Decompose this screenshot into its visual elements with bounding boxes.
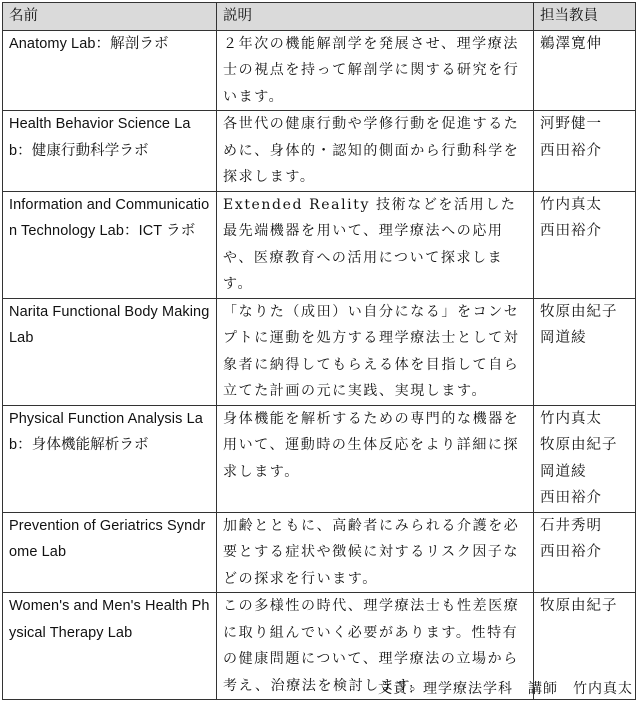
- table-row: [3, 30, 636, 111]
- staff-name: 鵜澤寛伸: [540, 35, 602, 52]
- lab-name: Prevention of Geriatrics Syndrome Lab: [3, 512, 217, 593]
- lab-description: 身体機能を解析するための専門的な機器を用いて、運動時の生体反応をより詳細に探求します。: [217, 405, 534, 512]
- header-staff: 担当教員: [534, 3, 636, 31]
- lab-staff: [534, 512, 636, 593]
- lab-name: Health Behavior Science Lab：健康行動科学ラボ: [3, 111, 217, 192]
- staff-name: 西田裕介: [540, 223, 602, 239]
- table-header-row: [3, 3, 636, 31]
- author-credit: 文責：理学療法学科 講師 竹内真太: [378, 681, 633, 697]
- staff-name: 岡道綾: [540, 463, 587, 480]
- lab-description: この多様性の時代、理学療法士も性差医療に取り組んでいく必要があります。性特有の健康問題について、理学療法の立場から考え、治療法を検討します。: [217, 593, 534, 700]
- staff-name: 竹内真太: [540, 196, 602, 213]
- lab-table: [2, 2, 636, 700]
- header-name: 名前: [3, 3, 217, 31]
- staff-name: 牧原由紀子: [540, 598, 618, 614]
- lab-name: Women's and Men's Health Physical Therapy Lab: [3, 593, 217, 700]
- lab-staff: [534, 111, 636, 192]
- staff-name: 西田裕介: [540, 142, 602, 159]
- header-description: 説明: [217, 3, 534, 31]
- staff-name: 石井秀明: [540, 517, 602, 534]
- lab-name: Anatomy Lab：解剖ラボ: [3, 30, 217, 111]
- table-row: [3, 191, 636, 298]
- lab-description: 加齢とともに、高齢者にみられる介護を必要とする症状や徴候に対するリスク因子などの探求を行います。: [217, 512, 534, 593]
- staff-name: 西田裕介: [540, 544, 602, 560]
- lab-name: Information and Communication Technology Lab：ICT ラボ: [3, 191, 217, 298]
- staff-name: 牧原由紀子: [540, 437, 618, 453]
- staff-name: 河野健一: [540, 116, 602, 132]
- lab-description: Extended Reality 技術などを活用した最先端機器を用いて、理学療法への応用や、医療教育への活用について探求します。: [217, 191, 534, 298]
- lab-description: 「なりた（成田）い自分になる」をコンセプトに運動を処方する理学療法士として対象者に納得してもらえる体を目指して自ら立てた計画の元に実践、実現します。: [217, 298, 534, 405]
- lab-name: Physical Function Analysis Lab：身体機能解析ラボ: [3, 405, 217, 512]
- staff-name: 岡道綾: [540, 330, 587, 346]
- table-row: [3, 298, 636, 405]
- lab-description: ２年次の機能解剖学を発展させ、理学療法士の視点を持って解剖学に関する研究を行います。: [217, 30, 534, 111]
- staff-name: 竹内真太: [540, 410, 602, 427]
- table-row: [3, 111, 636, 192]
- lab-name: Narita Functional Body Making Lab: [3, 298, 217, 405]
- staff-name: 西田裕介: [540, 490, 602, 506]
- lab-staff: [534, 405, 636, 512]
- table-row: [3, 405, 636, 512]
- lab-description: 各世代の健康行動や学修行動を促進するために、身体的・認知的側面から行動科学を探求します。: [217, 111, 534, 192]
- table-row: [3, 512, 636, 593]
- lab-staff: [534, 30, 636, 111]
- staff-name: 牧原由紀子: [540, 303, 618, 320]
- lab-staff: [534, 298, 636, 405]
- lab-staff: [534, 191, 636, 298]
